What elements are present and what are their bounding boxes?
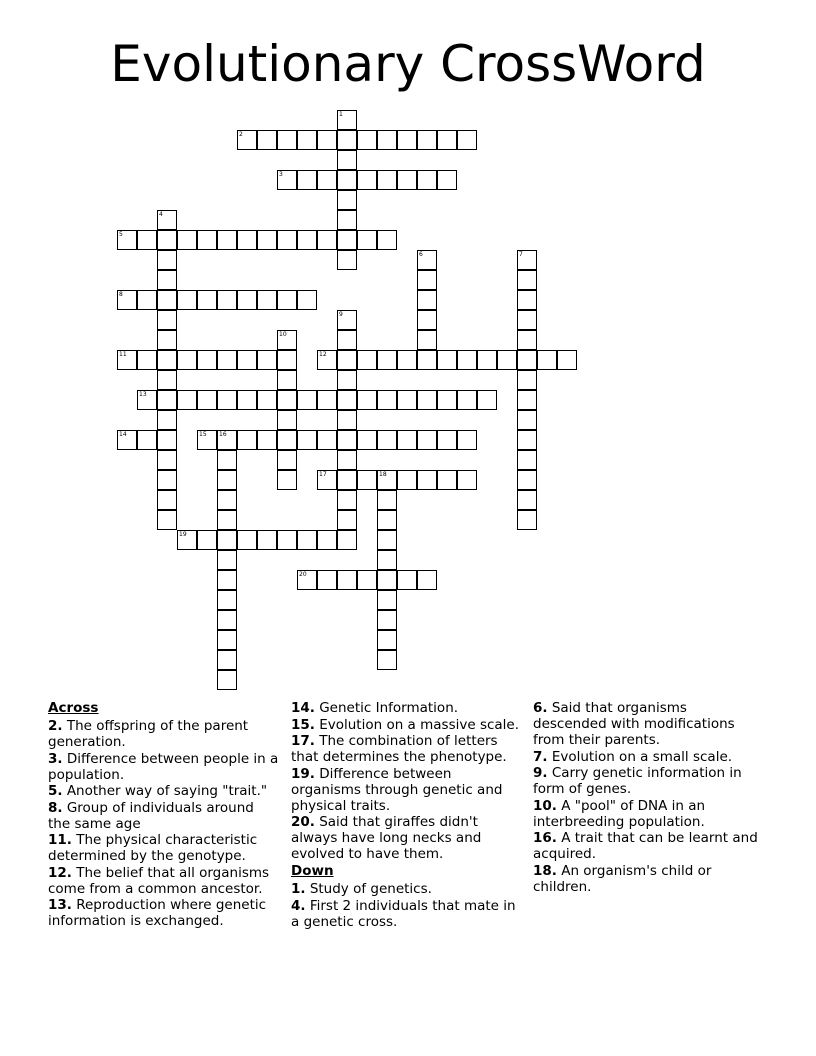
- crossword-cell[interactable]: [297, 430, 317, 450]
- crossword-cell[interactable]: [317, 470, 337, 490]
- crossword-cell[interactable]: [357, 430, 377, 450]
- crossword-cell[interactable]: [357, 170, 377, 190]
- clue-text: A "pool" of DNA in an interbreeding population.: [533, 797, 706, 830]
- crossword-cell[interactable]: [217, 470, 237, 490]
- clue-number: 11: [119, 351, 127, 358]
- clue-number: 2: [239, 131, 243, 138]
- crossword-cell[interactable]: [137, 350, 157, 370]
- clue-number: 1: [339, 111, 343, 118]
- crossword-cell[interactable]: [377, 650, 397, 670]
- crossword-cell[interactable]: [217, 350, 237, 370]
- crossword-cell[interactable]: [397, 570, 417, 590]
- crossword-cell[interactable]: [237, 390, 257, 410]
- clue-number: 6: [419, 251, 423, 258]
- crossword-cell[interactable]: [337, 370, 357, 390]
- crossword-cell[interactable]: [377, 390, 397, 410]
- clue-text: The physical characteristic determined by the genotype.: [48, 832, 258, 864]
- crossword-cell[interactable]: [417, 170, 437, 190]
- down-clue: [533, 700, 763, 748]
- crossword-cell[interactable]: [237, 130, 257, 150]
- crossword-cell[interactable]: [337, 490, 357, 510]
- across-clue: [48, 865, 280, 897]
- crossword-cell[interactable]: [517, 350, 537, 370]
- crossword-cell[interactable]: [457, 130, 477, 150]
- crossword-cell[interactable]: [217, 670, 237, 690]
- crossword-cell[interactable]: [397, 390, 417, 410]
- across-clue: [291, 733, 523, 765]
- crossword-cell[interactable]: [337, 450, 357, 470]
- crossword-cell[interactable]: [517, 290, 537, 310]
- crossword-cell[interactable]: [157, 310, 177, 330]
- crossword-cell[interactable]: [217, 430, 237, 450]
- crossword-cell[interactable]: [277, 410, 297, 430]
- clue-number: 16: [219, 431, 227, 438]
- clue-text: The offspring of the parent generation.: [48, 718, 249, 750]
- crossword-cell[interactable]: [417, 250, 437, 270]
- crossword-cell[interactable]: [217, 550, 237, 570]
- crossword-cell[interactable]: [157, 490, 177, 510]
- crossword-cell[interactable]: [317, 430, 337, 450]
- crossword-cell[interactable]: [317, 230, 337, 250]
- across-clue: [48, 832, 280, 864]
- crossword-cell[interactable]: [377, 570, 397, 590]
- crossword-cell[interactable]: [457, 430, 477, 450]
- crossword-cell[interactable]: [217, 630, 237, 650]
- across-clue: [291, 766, 523, 814]
- across-clue: [48, 897, 280, 929]
- crossword-cell[interactable]: [277, 350, 297, 370]
- crossword-cell[interactable]: [377, 490, 397, 510]
- crossword-cell[interactable]: [197, 230, 217, 250]
- crossword-cell[interactable]: [337, 310, 357, 330]
- crossword-cell[interactable]: [217, 290, 237, 310]
- clue-number: 13: [139, 391, 147, 398]
- crossword-cell[interactable]: [417, 290, 437, 310]
- crossword-cell[interactable]: [517, 330, 537, 350]
- crossword-cell[interactable]: [257, 290, 277, 310]
- crossword-cell[interactable]: [517, 410, 537, 430]
- clue-number: 15.: [291, 716, 315, 733]
- clue-number: 2.: [48, 718, 63, 734]
- crossword-cell[interactable]: [337, 530, 357, 550]
- crossword-cell[interactable]: [377, 590, 397, 610]
- crossword-cell[interactable]: [277, 390, 297, 410]
- crossword-cell[interactable]: [397, 470, 417, 490]
- across-clue: [48, 751, 280, 783]
- crossword-cell[interactable]: [377, 470, 397, 490]
- down-clue: [533, 798, 763, 830]
- crossword-cell[interactable]: [137, 290, 157, 310]
- across-clue: [48, 783, 280, 799]
- clue-number: 12.: [48, 864, 72, 881]
- clue-number: 9: [339, 311, 343, 318]
- crossword-cell[interactable]: [117, 230, 137, 250]
- crossword-cell[interactable]: [337, 130, 357, 150]
- crossword-cell[interactable]: [377, 510, 397, 530]
- clue-number: 8.: [48, 799, 63, 816]
- clue-text: Genetic Information.: [314, 700, 459, 716]
- crossword-cell[interactable]: [417, 470, 437, 490]
- crossword-cell[interactable]: [237, 350, 257, 370]
- crossword-cell[interactable]: [417, 350, 437, 370]
- crossword-cell[interactable]: [377, 610, 397, 630]
- crossword-cell[interactable]: [437, 470, 457, 490]
- crossword-cell[interactable]: [537, 350, 557, 370]
- clue-number: 8: [119, 291, 123, 298]
- crossword-cell[interactable]: [477, 350, 497, 370]
- crossword-cell[interactable]: [157, 210, 177, 230]
- crossword-cell[interactable]: [317, 390, 337, 410]
- crossword-cell[interactable]: [337, 190, 357, 210]
- clue-number: 1.: [291, 881, 306, 897]
- down-clue: [533, 863, 763, 895]
- crossword-cell[interactable]: [517, 470, 537, 490]
- crossword-cell[interactable]: [257, 130, 277, 150]
- crossword-cell[interactable]: [237, 230, 257, 250]
- across-heading: Across: [48, 700, 99, 716]
- clue-number: 3.: [48, 750, 63, 767]
- crossword-cell[interactable]: [377, 550, 397, 570]
- crossword-cell[interactable]: [517, 510, 537, 530]
- crossword-cell[interactable]: [177, 530, 197, 550]
- clue-number: 6.: [533, 700, 548, 716]
- crossword-cell[interactable]: [337, 170, 357, 190]
- crossword-cell[interactable]: [157, 450, 177, 470]
- across-clue: [48, 800, 280, 832]
- crossword-cell[interactable]: [217, 490, 237, 510]
- crossword-cell[interactable]: [297, 230, 317, 250]
- crossword-cell[interactable]: [257, 350, 277, 370]
- clue-number: 19.: [291, 765, 315, 782]
- crossword-cell[interactable]: [357, 130, 377, 150]
- crossword-cell[interactable]: [277, 430, 297, 450]
- crossword-cell[interactable]: [317, 530, 337, 550]
- crossword-cell[interactable]: [257, 530, 277, 550]
- clues-column-3: [533, 700, 763, 895]
- crossword-cell[interactable]: [377, 530, 397, 550]
- clue-text: Group of individuals around the same age: [48, 799, 254, 832]
- clue-number: 12: [319, 351, 327, 358]
- down-clue: [291, 881, 523, 897]
- down-clue: [533, 830, 763, 862]
- clue-number: 7.: [533, 748, 548, 765]
- crossword-cell[interactable]: [317, 570, 337, 590]
- clues-column-1: [48, 700, 280, 930]
- crossword-cell[interactable]: [137, 230, 157, 250]
- clue-number: 15: [199, 431, 207, 438]
- clue-text: Study of genetics.: [305, 881, 432, 897]
- crossword-cell[interactable]: [277, 530, 297, 550]
- crossword-cell[interactable]: [337, 410, 357, 430]
- clue-number: 7: [519, 251, 523, 258]
- crossword-cell[interactable]: [197, 430, 217, 450]
- crossword-cell[interactable]: [257, 230, 277, 250]
- crossword-cell[interactable]: [377, 130, 397, 150]
- clue-text: A trait that can be learnt and acquired.: [533, 830, 758, 862]
- crossword-cell[interactable]: [137, 430, 157, 450]
- across-clue: [48, 718, 280, 750]
- clue-text: The combination of letters that determines the phenotype.: [291, 733, 507, 765]
- crossword-cell[interactable]: [377, 630, 397, 650]
- crossword-cell[interactable]: [337, 210, 357, 230]
- crossword-cell[interactable]: [417, 330, 437, 350]
- crossword-cell[interactable]: [457, 350, 477, 370]
- crossword-cell[interactable]: [437, 430, 457, 450]
- crossword-cell[interactable]: [157, 410, 177, 430]
- down-clue: [533, 765, 763, 797]
- crossword-cell[interactable]: [377, 170, 397, 190]
- crossword-cell[interactable]: [217, 530, 237, 550]
- crossword-cell[interactable]: [337, 150, 357, 170]
- crossword-cell[interactable]: [457, 470, 477, 490]
- crossword-cell[interactable]: [377, 430, 397, 450]
- clues-column-2: [291, 700, 523, 930]
- crossword-cell[interactable]: [217, 230, 237, 250]
- clue-text: The belief that all organisms come from a common ancestor.: [48, 864, 270, 897]
- crossword-cell[interactable]: [437, 170, 457, 190]
- crossword-cell[interactable]: [217, 610, 237, 630]
- clue-number: 17.: [291, 733, 315, 749]
- crossword-cell[interactable]: [517, 390, 537, 410]
- crossword-cell[interactable]: [277, 170, 297, 190]
- crossword-cell[interactable]: [157, 390, 177, 410]
- crossword-cell[interactable]: [337, 350, 357, 370]
- clue-number: 11.: [48, 832, 72, 848]
- crossword-cell[interactable]: [217, 590, 237, 610]
- crossword-cell[interactable]: [517, 370, 537, 390]
- crossword-cell[interactable]: [277, 370, 297, 390]
- crossword-cell[interactable]: [437, 390, 457, 410]
- crossword-cell[interactable]: [417, 270, 437, 290]
- crossword-cell[interactable]: [217, 650, 237, 670]
- crossword-cell[interactable]: [517, 430, 537, 450]
- crossword-cell[interactable]: [377, 350, 397, 370]
- crossword-cell[interactable]: [117, 430, 137, 450]
- crossword-cell[interactable]: [117, 290, 137, 310]
- crossword-cell[interactable]: [237, 290, 257, 310]
- crossword-cell[interactable]: [517, 450, 537, 470]
- clue-number: 20.: [291, 814, 315, 830]
- crossword-cell[interactable]: [157, 370, 177, 390]
- crossword-cell[interactable]: [157, 290, 177, 310]
- crossword-cell[interactable]: [337, 110, 357, 130]
- crossword-cell[interactable]: [437, 350, 457, 370]
- clue-text: Said that giraffes didn't always have long necks and evolved to have them.: [291, 814, 482, 862]
- clue-text: Evolution on a massive scale.: [314, 716, 520, 733]
- clue-number: 14.: [291, 700, 315, 716]
- clue-number: 19: [179, 531, 187, 538]
- crossword-cell[interactable]: [417, 390, 437, 410]
- clue-number: 10.: [533, 797, 557, 814]
- clue-number: 13.: [48, 897, 72, 913]
- crossword-cell[interactable]: [437, 130, 457, 150]
- crossword-cell[interactable]: [397, 130, 417, 150]
- clue-text: Carry genetic information in form of genes.: [533, 765, 742, 797]
- clue-number: 14: [119, 431, 127, 438]
- crossword-cell[interactable]: [517, 310, 537, 330]
- crossword-cell[interactable]: [217, 390, 237, 410]
- crossword-cell[interactable]: [297, 290, 317, 310]
- crossword-cell[interactable]: [357, 470, 377, 490]
- crossword-cell[interactable]: [297, 570, 317, 590]
- crossword-cell[interactable]: [277, 470, 297, 490]
- across-clue: [291, 814, 523, 862]
- crossword-cell[interactable]: [197, 350, 217, 370]
- crossword-cell[interactable]: [237, 430, 257, 450]
- crossword-cell[interactable]: [417, 310, 437, 330]
- crossword-cell[interactable]: [157, 230, 177, 250]
- clue-text: Said that organisms descended with modifications from their parents.: [533, 700, 735, 748]
- crossword-cell[interactable]: [157, 270, 177, 290]
- crossword-cell[interactable]: [337, 510, 357, 530]
- crossword-cell[interactable]: [337, 470, 357, 490]
- crossword-cell[interactable]: [417, 570, 437, 590]
- crossword-cell[interactable]: [357, 350, 377, 370]
- crossword-cell[interactable]: [157, 430, 177, 450]
- crossword-cell[interactable]: [197, 530, 217, 550]
- crossword-cell[interactable]: [517, 270, 537, 290]
- clue-text: Reproduction where genetic information is exchanged.: [48, 897, 267, 929]
- crossword-cell[interactable]: [357, 390, 377, 410]
- clue-text: Evolution on a small scale.: [547, 748, 733, 765]
- clue-text: Another way of saying "trait.": [62, 783, 268, 799]
- clue-number: 10: [279, 331, 287, 338]
- across-clue: [291, 700, 523, 716]
- crossword-cell[interactable]: [277, 330, 297, 350]
- crossword-cell[interactable]: [217, 450, 237, 470]
- crossword-cell[interactable]: [397, 350, 417, 370]
- clue-number: 5: [119, 231, 123, 238]
- crossword-cell[interactable]: [317, 130, 337, 150]
- clue-number: 4: [159, 211, 163, 218]
- crossword-cell[interactable]: [337, 230, 357, 250]
- crossword-cell[interactable]: [317, 350, 337, 370]
- clue-number: 4.: [291, 897, 306, 914]
- clue-text: First 2 individuals that mate in a genetic cross.: [291, 897, 516, 930]
- clue-number: 18.: [533, 862, 557, 879]
- down-heading: Down: [291, 863, 334, 879]
- crossword-cell[interactable]: [337, 250, 357, 270]
- crossword-cell[interactable]: [257, 390, 277, 410]
- crossword-cell[interactable]: [477, 390, 497, 410]
- crossword-cell[interactable]: [197, 290, 217, 310]
- crossword-cell[interactable]: [157, 350, 177, 370]
- across-clue: [291, 717, 523, 733]
- clue-text: Difference between people in a population.: [48, 750, 279, 783]
- crossword-cell[interactable]: [177, 350, 197, 370]
- crossword-cell[interactable]: [157, 510, 177, 530]
- crossword-cell[interactable]: [357, 230, 377, 250]
- crossword-cell[interactable]: [557, 350, 577, 370]
- crossword-cell[interactable]: [117, 350, 137, 370]
- clue-number: 17: [319, 471, 327, 478]
- crossword-cell[interactable]: [277, 290, 297, 310]
- crossword-cell[interactable]: [417, 430, 437, 450]
- crossword-cell[interactable]: [337, 430, 357, 450]
- crossword-cell[interactable]: [217, 510, 237, 530]
- crossword-cell[interactable]: [297, 530, 317, 550]
- clue-number: 3: [279, 171, 283, 178]
- crossword-cell[interactable]: [297, 170, 317, 190]
- clue-number: 18: [379, 471, 387, 478]
- crossword-cell[interactable]: [297, 390, 317, 410]
- crossword-cell[interactable]: [277, 230, 297, 250]
- crossword-cell[interactable]: [237, 530, 257, 550]
- clue-text: An organism's child or children.: [533, 862, 712, 895]
- page-title: Evolutionary CrossWord: [110, 35, 706, 93]
- clue-text: Difference between organisms through genetic and physical traits.: [291, 765, 503, 814]
- crossword-cell[interactable]: [177, 390, 197, 410]
- crossword-cell[interactable]: [357, 570, 377, 590]
- down-clue: [533, 749, 763, 765]
- crossword-cell[interactable]: [137, 390, 157, 410]
- crossword-cell[interactable]: [217, 570, 237, 590]
- crossword-cell[interactable]: [497, 350, 517, 370]
- crossword-cell[interactable]: [337, 330, 357, 350]
- crossword-cell[interactable]: [157, 250, 177, 270]
- crossword-cell[interactable]: [277, 450, 297, 470]
- crossword-cell[interactable]: [337, 570, 357, 590]
- crossword-cell[interactable]: [157, 470, 177, 490]
- crossword-cell[interactable]: [317, 170, 337, 190]
- crossword-cell[interactable]: [197, 390, 217, 410]
- crossword-cell[interactable]: [377, 230, 397, 250]
- crossword-cell[interactable]: [157, 330, 177, 350]
- crossword-cell[interactable]: [517, 250, 537, 270]
- clue-number: 9.: [533, 765, 548, 781]
- crossword-cell[interactable]: [257, 430, 277, 450]
- crossword-cell[interactable]: [337, 390, 357, 410]
- crossword-cell[interactable]: [397, 430, 417, 450]
- clue-number: 5.: [48, 783, 63, 799]
- crossword-cell[interactable]: [277, 130, 297, 150]
- clue-number: 20: [299, 571, 307, 578]
- crossword-cell[interactable]: [457, 390, 477, 410]
- crossword-cell[interactable]: [297, 130, 317, 150]
- crossword-cell[interactable]: [397, 170, 417, 190]
- crossword-cell[interactable]: [177, 230, 197, 250]
- crossword-cell[interactable]: [417, 130, 437, 150]
- down-clue: [291, 898, 523, 930]
- crossword-cell[interactable]: [517, 490, 537, 510]
- clue-number: 16.: [533, 830, 557, 846]
- crossword-cell[interactable]: [177, 290, 197, 310]
